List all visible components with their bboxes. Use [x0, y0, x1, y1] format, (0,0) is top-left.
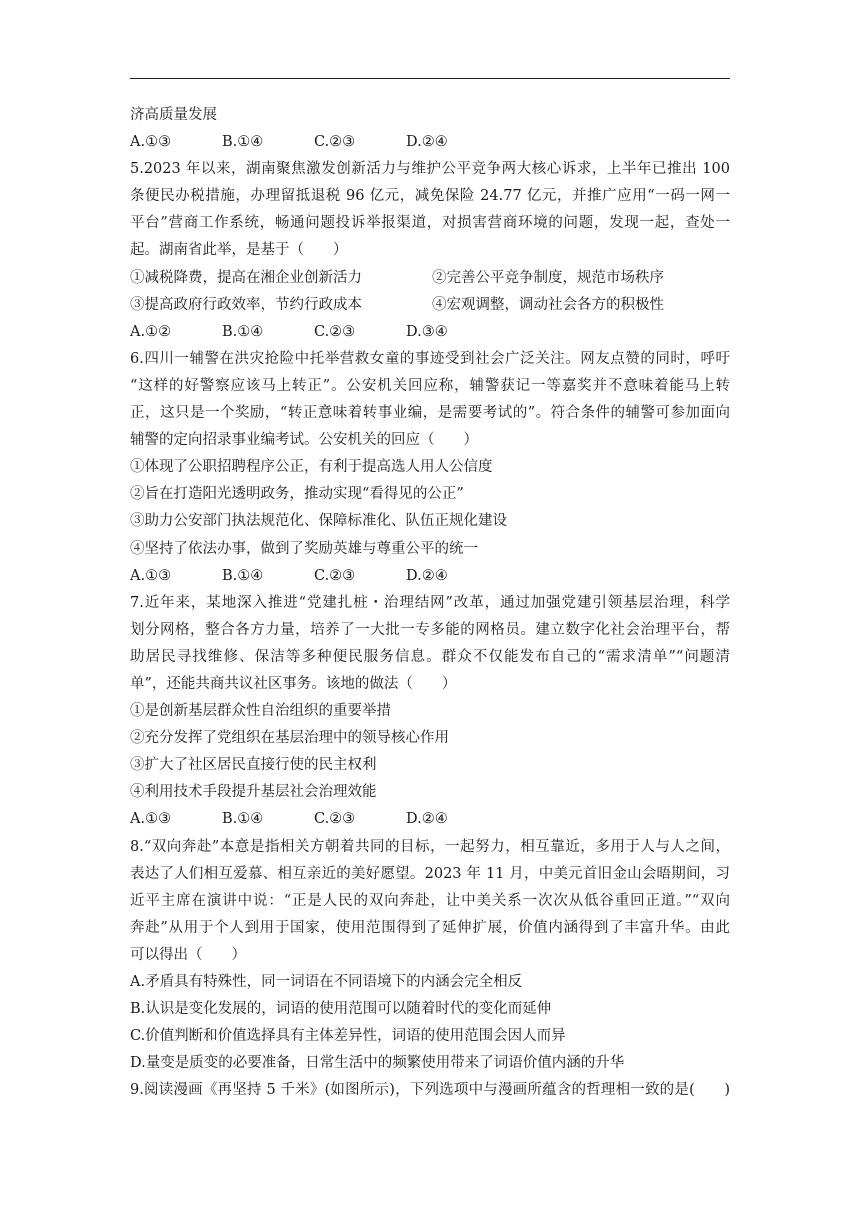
q6-options [130, 563, 730, 590]
option-a: A.①③ [130, 134, 172, 151]
option-c: C.②③ [314, 134, 356, 151]
option-a: A.①③ [130, 811, 172, 828]
question-stem-line: 辅警的定向招录事业编考试。公安机关的回应（ ） [130, 432, 478, 449]
option-b: B.①④ [222, 323, 264, 340]
statement-item: ①体现了公职招聘程序公正，有利于提高选人用人公信度 [130, 459, 493, 476]
answer-choice-c: C.价值判断和价值选择具有主体差异性，词语的使用范围会因人而异 [130, 1028, 566, 1045]
statement-item: ②完善公平竞争制度，规范市场秩序 [432, 269, 664, 286]
statement-item: ①减税降费，提高在湘企业创新活力 [130, 269, 362, 286]
question-stem-line: 表达了人们相互爱慕、相互亲近的美好愿望。2023 年 11 月，中美元首旧金山会晤期间，习 [130, 865, 730, 882]
header-rule [130, 78, 730, 79]
answer-choice-a: A.矛盾具有特殊性，同一词语在不同语境下的内涵会完全相反 [130, 974, 523, 990]
option-d: D.②④ [406, 567, 448, 584]
option-d: D.②④ [406, 811, 448, 828]
option-d: D.②④ [406, 134, 448, 151]
page-content [130, 102, 730, 1104]
option-b: B.①④ [222, 811, 264, 828]
option-b: B.①④ [222, 134, 264, 151]
q5-options [130, 319, 730, 346]
statement-row [130, 292, 730, 319]
answer-choice-d: D.量变是质变的必要准备，日常生活中的频繁使用带来了词语价值内涵的升华 [130, 1055, 625, 1072]
question-stem-line: 助居民寻找维修、保洁等多种便民服务信息。群众不仅能发布自己的“需求清单”“问题清 [130, 648, 730, 665]
option-a: A.①② [130, 323, 172, 340]
q7-options [130, 806, 730, 833]
question-stem-line: 条便民办税措施，办理留抵退税 96 亿元，减免保险 24.77 亿元，并推广应用“一码一网一 [130, 188, 730, 205]
q4-options [130, 129, 730, 156]
question-7 [130, 590, 730, 834]
question-9 [130, 1077, 730, 1104]
question-6 [130, 346, 730, 590]
question-8 [130, 834, 730, 1078]
option-b: B.①④ [222, 567, 264, 584]
question-stem-line: 奔赴”从用于个人到用于国家，使用范围得到了延伸扩展，价值内涵得到了丰富升华。由此 [130, 919, 730, 936]
answer-choice-b: B.认识是变化发展的，词语的使用范围可以随着时代的变化而延伸 [130, 1001, 552, 1018]
question-5 [130, 156, 730, 346]
question-stem-line: 5.2023 年以来，湖南聚焦激发创新活力与维护公平竞争两大核心诉求，上半年已推出 100 [130, 161, 730, 178]
statement-item: ④宏观调整，调动社会各方的积极性 [432, 296, 664, 313]
statement-item: ②旨在打造阳光透明政务，推动实现“看得见的公正” [130, 486, 464, 503]
statement-item: ④坚持了依法办事，做到了奖励英雄与尊重公平的统一 [130, 540, 478, 557]
question-stem-line: 起。湖南省此举，是基于（ ） [130, 242, 348, 259]
option-c: C.②③ [314, 567, 356, 584]
statement-item: ③扩大了社区居民直接行使的民主权利 [130, 757, 377, 774]
statement-item: ④利用技术手段提升基层社会治理效能 [130, 784, 377, 801]
statement-item: ①是创新基层群众性自治组织的重要举措 [130, 703, 391, 720]
question-stem-line: 8.“双向奔赴”本意是指相关方朝着共同的目标，一起努力，相互靠近，多用于人与人之间， [130, 838, 730, 855]
option-a: A.①③ [130, 567, 172, 584]
continuation-text: 济高质量发展 [130, 107, 217, 123]
option-d: D.③④ [406, 323, 448, 340]
option-c: C.②③ [314, 811, 356, 828]
question-stem-line: 平台”营商工作系统，畅通问题投诉举报渠道，对损害营商环境的问题，发现一起，查处一 [130, 215, 730, 232]
question-stem-line: 7.近年来，某地深入推进“党建扎桩・治理结网”改革，通过加强党建引领基层治理，科学 [130, 594, 730, 611]
question-stem-line: 单”，还能共商共议社区事务。该地的做法（ ） [130, 675, 457, 692]
question-stem-line: 近平主席在演讲中说：“正是人民的双向奔赴，让中美关系一次次从低谷重回正道。”“双向 [130, 892, 730, 909]
statement-item: ③提高政府行政效率，节约行政成本 [130, 296, 362, 313]
statement-item: ③助力公安部门执法规范化、保障标准化、队伍正规化建设 [130, 513, 507, 530]
question-stem-line: 6.四川一辅警在洪灾抢险中托举营救女童的事迹受到社会广泛关注。网友点赞的同时，呼吁 [130, 350, 730, 367]
option-c: C.②③ [314, 323, 356, 340]
question-stem-line: 正，这只是一个奖励，“转正意味着转事业编，是需要考试的”。符合条件的辅警可参加面向 [130, 405, 730, 422]
statement-item: ②充分发挥了党组织在基层治理中的领导核心作用 [130, 730, 449, 747]
question-stem-line: 可以得出（ ） [130, 946, 246, 963]
question-stem-line: 9.阅读漫画《再坚持 5 千米》(如图所示)，下列选项中与漫画所蕴含的哲理相一致的是( ) [130, 1082, 730, 1099]
statement-row [130, 265, 730, 292]
question-stem-line: 划分网格，整合各方力量，培养了一大批一专多能的网格员。建立数字化社会治理平台，帮 [130, 621, 730, 638]
question-stem-line: “这样的好警察应该马上转正”。公安机关回应称，辅警获记一等嘉奖并不意味着能马上转 [130, 377, 730, 394]
